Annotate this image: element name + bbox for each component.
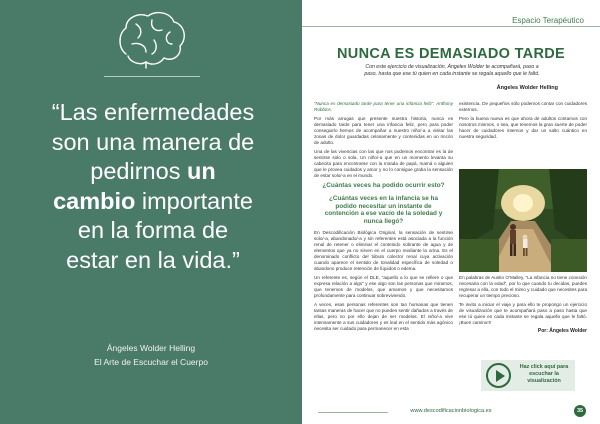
brain-icon (112, 8, 190, 70)
article-title: NUNCA ES DEMASIADO TARDE (337, 46, 565, 62)
quote-text: pedirnos (90, 158, 187, 184)
quote-line: “Las enfermedades (51, 99, 255, 125)
paragraph: Pero la buena nueva es que ahora de adultos contamos con nosotros mismos, o sea, que tenemos la gran suerte de poder hacer de cuidadores internos y dar un salto cuántico en nuestra seguridad. (459, 116, 587, 140)
quote-line: en la forma de (77, 217, 229, 243)
quote-line: son una manera de (51, 128, 255, 155)
quote-emphasis: cambio (53, 187, 136, 214)
column-right (459, 101, 587, 143)
quote-text: importante (135, 187, 253, 214)
article-intro: Con este ejercicio de visualización, Ángeles Wolder te acompañará, paso a paso, hasta que ese tú quien en cada instante se regala aquello que le faltó. (364, 64, 540, 77)
paragraph: existencia. De pequeños sólo podemos contar con cuidadores externos. (459, 101, 587, 112)
paragraph: A veces, esas personas referentes son tan humanas que tienen tantas maneras de hacer que no pueden sentir dañados a través de ellas, pero no por ello dejan de ser modelos. El niño/-a vive intensamente a sus cuidadores y es leal en el sentido más agónico necesita ser cuidado para permanecer en esta (314, 302, 453, 331)
quote-author: Ángeles Wolder Helling (106, 343, 196, 353)
play-icon[interactable] (486, 363, 511, 388)
article-page (302, 0, 600, 424)
audio-link-button[interactable] (481, 360, 575, 391)
epigraph: “Nunca es demasiado tarde para tener una infancia feliz”. Anthony Robbins. (314, 101, 453, 112)
paragraph: Por más arrugas que presente nuestra historia, nunca es demasiado tarde para tener una infancia feliz, pero para poder conseguirlo hemos de acompañar a nuestro niño/-a a visitar las zonas de dolor guardadas celosamente y contenidas en un rincón de adulto. (314, 116, 453, 145)
header-rule (302, 26, 600, 27)
highlight-question: ¿Cuántas veces ha podido ocurrir esto? (322, 182, 445, 190)
paragraph: Un referente es, según el DLE, “aquello a lo que se refiere o que expresa relación a algo” y ese algo son las personas que miramos, que tenemos de modelos, que amamos y que necesitamos profundamente para continuar sobreviviendo. (314, 275, 453, 298)
column-left (314, 101, 453, 335)
signature: Por: Ángeles Wolder (537, 328, 587, 335)
paragraph: En Descodificación Biológica Original, la sensación de sentirse solo/-a, abandonado/-a y sin referentes está asociada a la función renal de retener o eliminar el contenido sobrante de agua y de elementos que ya no sirven en el cuerpo mediante la orina. Es el denominado conflicto del túbulo colector renal cuya activación cuando aparece el sentido de tonalidad específica de soledad o abandono produce retención de líquidos o edema. (314, 230, 453, 271)
paragraph: Una de las vivencias con las que nos podemos encontrar es la de sentirse solo o sola. Un niño/-a que en un momento levanta su cabecita para encontrarse con la mirada de papá, mamá o alguien que le provea cuidados y amor y no lo consigue graba la sensación de estar solo/-a en el mundo. (314, 149, 453, 178)
article-author: Ángeles Wolder Helling (496, 85, 558, 91)
highlight-question: ¿Cuántas veces en la infancia se ha podido necesitar un instante de contención a ese vacío de la soledad y nunca llegó? (324, 194, 443, 225)
quote-emphasis: un (186, 158, 216, 184)
quote-line (22, 187, 284, 217)
section-title: Espacio Terapéutico (512, 16, 584, 25)
quote-line: estar en la vida.” (66, 246, 240, 273)
photo-mother-child-path (459, 169, 587, 272)
column-right-lower (459, 275, 587, 335)
paragraph: En palabras de Austin O’Malley, “La infancia no tiene conexión necesaria con la edad”, por lo que cuando tu decidas, puedes regresar a ella, con todo el mimo y cuidado que necesites para recuperar un tiempo precioso. (459, 275, 587, 298)
page-number: 35 (574, 405, 586, 417)
quote-source: El Arte de Escuchar el Cuerpo (94, 357, 208, 367)
paragraph: Te invito a iniciar el viaje y para ello te propongo un ejercicio de visualización que te acompañará paso a paso hasta que ese tú quien en cada instante se regala aquello que le faltó. ¡Buen camino!!! (459, 302, 587, 325)
divider (104, 76, 200, 77)
pull-quote (22, 98, 284, 275)
footer-url[interactable]: www.descodificacionbiologica.es (410, 408, 492, 414)
quote-line (22, 157, 284, 187)
audio-link-label[interactable]: Haz click aquí para escuchar la visualización (519, 364, 569, 384)
